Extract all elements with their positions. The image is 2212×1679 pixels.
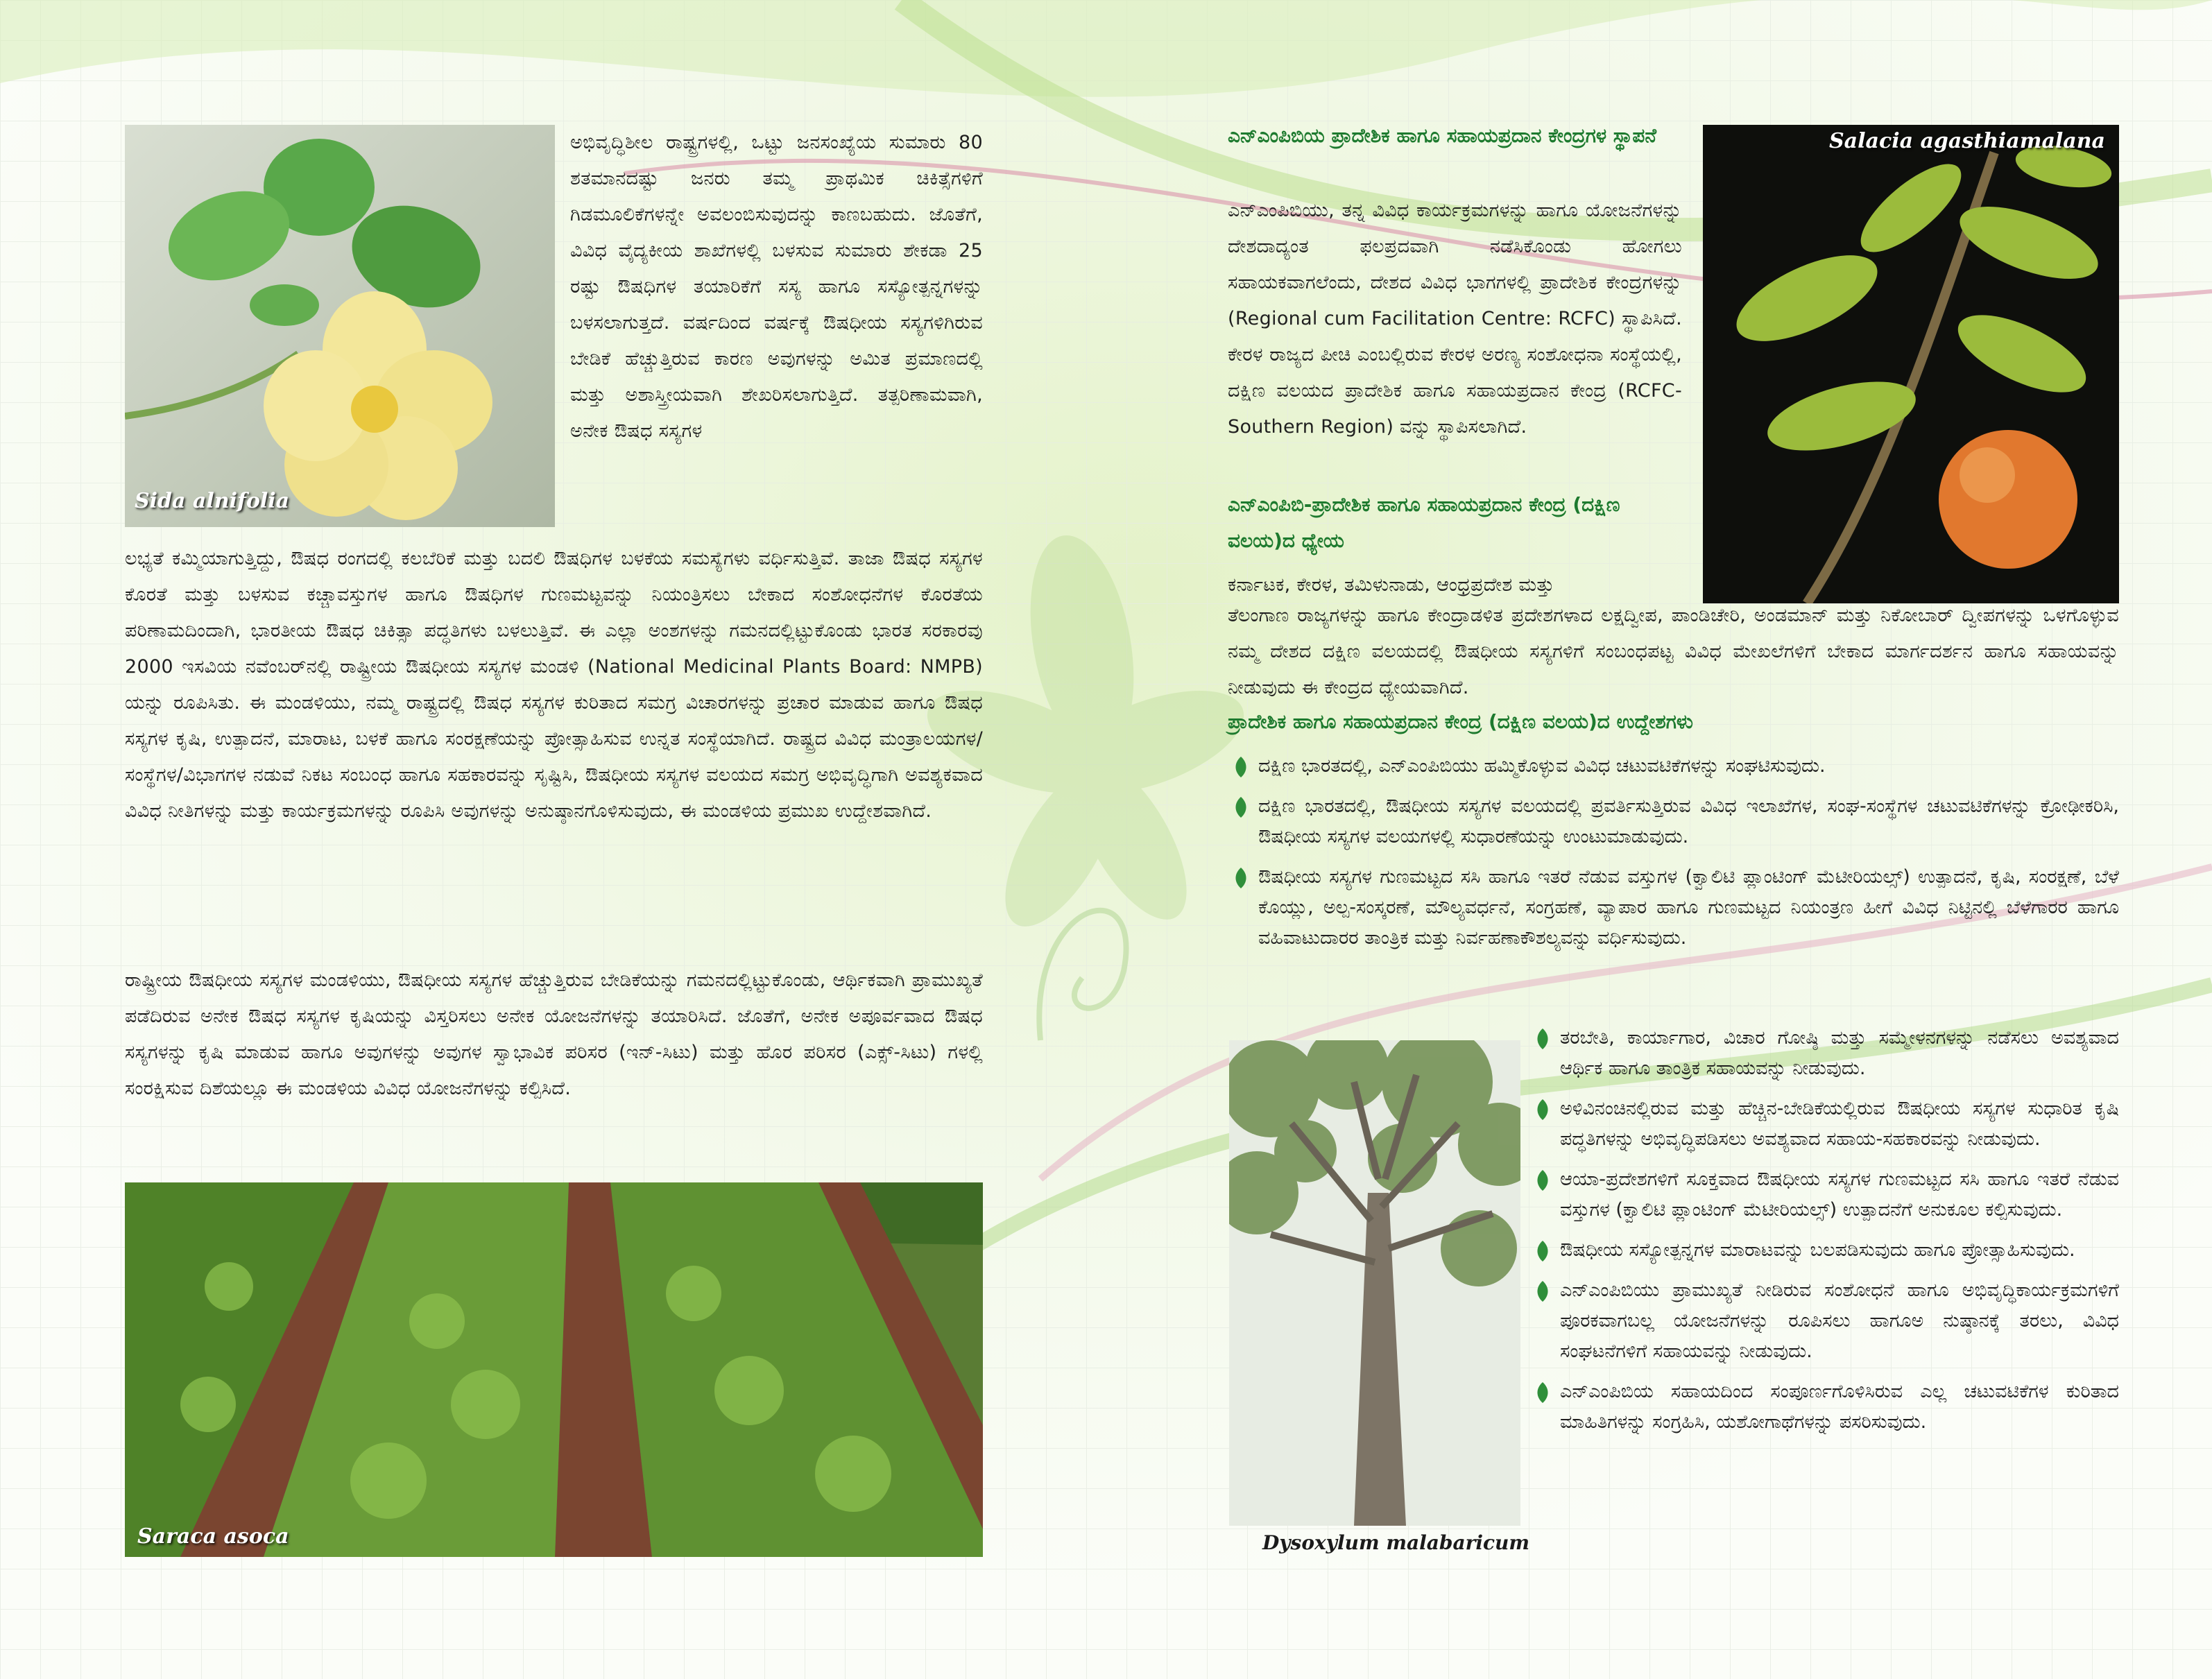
objective-text: ಎನ್‌ಎಂಪಿಬಿಯು ಪ್ರಾಮುಖ್ಯತೆ ನೀಡಿರುವ ಸಂಶೋಧನೆ ಹಾಗೂ ಅಭಿವೃದ್ಧಿಕಾರ್ಯಕ್ರಮಗಳಿಗೆ ಪೂರಕವಾಗಬಲ್ಲ ಯೋಜನೆಗಳನ್ನು ರೂಪಿಸಲು ಹಾಗೂಅ ನುಷ್ಠಾನಕ್ಕೆ ತರಲು, ವಿವಿಧ ಸಂಘಟನೆಗಳಿಗೆ ಸಹಾಯವನ್ನು ನೀಡುವುದು. <box>1560 1280 2119 1362</box>
leaf-bullet-icon <box>1235 757 1247 777</box>
leaf-bullet-icon <box>1536 1241 1549 1262</box>
list-item <box>1536 1377 2119 1438</box>
objective-text: ತರಬೇತಿ, ಕಾರ್ಯಾಗಾರ, ವಿಚಾರ ಗೋಷ್ಠಿ ಮತ್ತು ಸಮ್ಮೇಳನಗಳನ್ನು ನಡೆಸಲು ಅವಶ್ಯವಾದ ಆರ್ಥಿಕ ಹಾಗೂ ತಾಂತ್ರಿಕ ಸಹಾಯವನ್ನು ನೀಡುವುದು. <box>1560 1027 2119 1079</box>
objective-text: ದಕ್ಷಿಣ ಭಾರತದಲ್ಲಿ, ಔಷಧೀಯ ಸಸ್ಯಗಳ ವಲಯದಲ್ಲಿ ಪ್ರವರ್ತಿಸುತ್ತಿರುವ ವಿವಿಧ ಇಲಾಖೆಗಳ, ಸಂಘ-ಸಂಸ್ಥೆಗಳ ಚಟುವಟಿಕೆಗಳನ್ನು ಕ್ರೋಢೀಕರಿಸಿ, ಔಷಧೀಯ ಸಸ್ಯಗಳ ವಲಯಗಳಲ್ಲಿ ಸುಧಾರಣೆಯನ್ನು ಉಂಟುಮಾಡುವುದು. <box>1258 795 2119 847</box>
heading-mission: ಎನ್‌ಎಂಪಿಬಿ-ಪ್ರಾದೇಶಿಕ ಹಾಗೂ ಸಹಾಯಪ್ರದಾನ ಕೇಂದ್ರ (ದಕ್ಷಿಣ ವಲಯ)ದ ಧ್ಯೇಯ <box>1228 493 1620 552</box>
heading-objectives: ಪ್ರಾದೇಶಿಕ ಹಾಗೂ ಸಹಾಯಪ್ರದಾನ ಕೇಂದ್ರ (ದಕ್ಷಿಣ ವಲಯ)ದ ಉದ್ದೇಶಗಳು <box>1228 710 1693 733</box>
list-item <box>1536 1275 2119 1367</box>
list-item <box>1536 1235 2119 1266</box>
left-paragraph-1: ಲಭ್ಯತೆ ಕಮ್ಮಿಯಾಗುತ್ತಿದ್ದು, ಔಷಧ ರಂಗದಲ್ಲಿ ಕಲಬೆರಿಕೆ ಮತ್ತು ಬದಲಿ ಔಷಧಿಗಳ ಬಳಕೆಯ ಸಮಸ್ಯೆಗಳು ವರ್ಧಿಸುತ್ತಿವೆ. ತಾಜಾ ಔಷಧ ಸಸ್ಯಗಳ ಕೊರತೆ ಮತ್ತು ಬಳಸುವ ಕಚ್ಚಾವಸ್ತುಗಳ ಹಾಗೂ ಔಷಧಿಗಳ ಗುಣಮಟ್ಟವನ್ನು ನಿಯಂತ್ರಿಸಲು ಬೇಕಾದ ಸಂಶೋಧನೆಗಳ ಕೊರತೆಯ ಪರಿಣಾಮದಿಂದಾಗಿ, ಭಾರತೀಯ ಔಷಧ ಚಿಕಿತ್ಸಾ ಪದ್ಧತಿಗಳು ಬಳಲುತ್ತಿವೆ. ಈ ಎಲ್ಲಾ ಅಂಶಗಳನ್ನು ಗಮನದಲ್ಲಿಟ್ಟುಕೊಂಡು ಭಾರತ ಸರಕಾರವು 2000 ಇಸವಿಯ ನವೆಂಬರ್‌ನಲ್ಲಿ ರಾಷ್ಟ್ರೀಯ ಔಷಧೀಯ ಸಸ್ಯಗಳ ಮಂಡಳಿ (National Medicinal Plants Board: NMPB) ಯನ್ನು ರೂಪಿಸಿತು. ಈ ಮಂಡಳಿಯು, ನಮ್ಮ ರಾಷ್ಟ್ರದಲ್ಲಿ ಔಷಧ ಸಸ್ಯಗಳ ಕುರಿತಾದ ಸಮಗ್ರ ವಿಚಾರಗಳನ್ನು ಪ್ರಚಾರ ಮಾಡುವ ಹಾಗೂ ಔಷಧ ಸಸ್ಯಗಳ ಕೃಷಿ, ಉತ್ಪಾದನೆ, ಮಾರಾಟ, ಬಳಕೆ ಹಾಗೂ ಸಂರಕ್ಷಣೆಯನ್ನು ಪ್ರೋತ್ಸಾಹಿಸುವ ಉನ್ನತ ಸಂಸ್ಥೆಯಾಗಿದೆ. ರಾಷ್ಟ್ರದ ವಿವಿಧ ಮಂತ್ರಾಲಯಗಳ/ಸಂಸ್ಥೆಗಳ/ವಿಭಾಗಗಳ ನಡುವೆ ನಿಕಟ ಸಂಬಂಧ ಹಾಗೂ ಸಹಕಾರವನ್ನು ಸೃಷ್ಟಿಸಿ, ಔಷಧೀಯ ಸಸ್ಯಗಳ ವಲಯದ ಸಮಗ್ರ ಅಭಿವೃದ್ಧಿಗಾಗಿ ಅವಶ್ಯಕವಾದ ವಿವಿಧ ನೀತಿಗಳನ್ನು ಮತ್ತು ಕಾರ್ಯಕ್ರಮಗಳನ್ನು ರೂಪಿಸಿ ಅವುಗಳನ್ನು ಅನುಷ್ಠಾನಗೊಳಿಸುವುದು, ಈ ಮಂಡಳಿಯ ಪ್ರಮುಖ ಉದ್ದೇಶವಾಗಿದೆ. <box>125 548 984 822</box>
list-item <box>1235 862 2119 954</box>
objective-text: ಆಯಾ-ಪ್ರದೇಶಗಳಿಗೆ ಸೂಕ್ತವಾದ ಔಷಧೀಯ ಸಸ್ಯಗಳ ಗುಣಮಟ್ಟದ ಸಸಿ ಹಾಗೂ ಇತರೆ ನೆಡುವ ವಸ್ತುಗಳ (ಕ್ವಾಲಿಟಿ ಪ್ಲಾಂಟಿಂಗ್ ಮೆಟೀರಿಯಲ್ಸ್) ಉತ್ಪಾದನೆಗೆ ಅನುಕೂಲ ಕಲ್ಪಿಸುವುದು. <box>1560 1169 2119 1221</box>
flower-photo-icon <box>125 125 555 527</box>
leaf-bullet-icon <box>1536 1028 1549 1049</box>
objective-text: ಎನ್‌ಎಂಪಿಬಿಯ ಸಹಾಯದಿಂದ ಸಂಪೂರ್ಣಗೊಳಿಸಿರುವ ಎಲ್ಲ ಚಟುವಟಿಕೆಗಳ ಕುರಿತಾದ ಮಾಹಿತಿಗಳನ್ನು ಸಂಗ್ರಹಿಸಿ, ಯಶೋಗಾಥೆಗಳನ್ನು ಪಸರಿಸುವುದು. <box>1560 1381 2119 1433</box>
objective-text: ದಕ್ಷಿಣ ಭಾರತದಲ್ಲಿ, ಎನ್‌ಎಂಪಿಬಿಯು ಹಮ್ಮಿಕೊಳ್ಳುವ ವಿವಿಧ ಚಟುವಟಿಕೆಗಳನ್ನು ಸಂಘಟಿಸುವುದು. <box>1258 755 1826 777</box>
leaf-bullet-icon <box>1536 1281 1549 1302</box>
list-item <box>1536 1023 2119 1084</box>
mission-paragraph-start: ಕರ್ನಾಟಕ, ಕೇರಳ, ತಮಿಳುನಾಡು, ಆಂಧ್ರಪ್ರದೇಶ ಮತ್ತು <box>1228 574 1554 596</box>
saraca-photo <box>125 1182 983 1557</box>
salacia-caption: Salacia agasthiamalana <box>1829 129 2105 153</box>
fruit-branch-photo-icon <box>1703 125 2119 603</box>
mission-paragraph: ತೆಲಂಗಾಣ ರಾಜ್ಯಗಳನ್ನು ಹಾಗೂ ಕೇಂದ್ರಾಡಳಿತ ಪ್ರದೇಶಗಳಾದ ಲಕ್ಷದ್ವೀಪ, ಪಾಂಡಿಚೇರಿ, ಅಂಡಮಾನ್ ಮತ್ತು ನಿಕೋಬಾರ್ ದ್ವೀಪಗಳನ್ನು ಒಳಗೊಳ್ಳುವ ನಮ್ಮ ದೇಶದ ದಕ್ಷಿಣ ವಲಯದಲ್ಲಿ ಔಷಧೀಯ ಸಸ್ಯಗಳಿಗೆ ಸಂಬಂಧಪಟ್ಟ ವಿವಿಧ ಮೇಖಲೆಗಳಿಗೆ ಬೇಕಾದ ಮಾರ್ಗದರ್ಶನ ಹಾಗೂ ಸಹಾಯವನ್ನು ನೀಡುವುದು ಈ ಕೇಂದ್ರದ ಧ್ಯೇಯವಾಗಿದೆ. <box>1228 605 2119 698</box>
leaf-bullet-icon <box>1235 868 1247 888</box>
heading-rcfc-establishment: ಎನ್‌ಎಂಪಿಬಿಯ ಪ್ರಾದೇಶಿಕ ಹಾಗೂ ಸಹಾಯಪ್ರದಾನ ಕೇಂದ್ರಗಳ ಸ್ಥಾಪನೆ <box>1228 124 1657 147</box>
nursery-rows-photo-icon <box>125 1182 983 1557</box>
leaf-bullet-icon <box>1536 1382 1549 1403</box>
tall-tree-photo-icon <box>1229 1040 1520 1526</box>
intro-paragraph: ಅಭಿವೃದ್ಧಿಶೀಲ ರಾಷ್ಟ್ರಗಳಲ್ಲಿ, ಒಟ್ಟು ಜನಸಂಖ್ಯೆಯ ಸುಮಾರು 80 ಶತಮಾನದಷ್ಟು ಜನರು ತಮ್ಮ ಪ್ರಾಥಮಿಕ ಚಿಕಿತ್ಸೆಗಳಿಗೆ ಗಿಡಮೂಲಿಕೆಗಳನ್ನೇ ಅವಲಂಬಿಸುವುದನ್ನು ಕಾಣಬಹುದು. ಜೊತೆಗೆ, ವಿವಿಧ ವೈದ್ಯಕೀಯ ಶಾಖೆಗಳಲ್ಲಿ ಬಳಸುವ ಸುಮಾರು ಶೇಕಡಾ 25 ರಷ್ಟು ಔಷಧಿಗಳ ತಯಾರಿಕೆಗೆ ಸಸ್ಯ ಹಾಗೂ ಸಸ್ಯೋತ್ಪನ್ನಗಳನ್ನು ಬಳಸಲಾಗುತ್ತದೆ. ವರ್ಷದಿಂದ ವರ್ಷಕ್ಕೆ ಔಷಧೀಯ ಸಸ್ಯಗಳಿಗಿರುವ ಬೇಡಿಕೆ ಹೆಚ್ಚುತ್ತಿರುವ ಕಾರಣ ಅವುಗಳನ್ನು ಅಮಿತ ಪ್ರಮಾಣದಲ್ಲಿ ಮತ್ತು ಅಶಾಸ್ತ್ರೀಯವಾಗಿ ಶೇಖರಿಸಲಾಗುತ್ತಿದೆ. ತತ್ಪರಿಣಾಮವಾಗಿ, ಅನೇಕ ಔಷಧ ಸಸ್ಯಗಳ <box>570 132 983 442</box>
list-item <box>1536 1094 2119 1155</box>
leaf-bullet-icon <box>1235 797 1247 818</box>
objectives-list-top <box>1235 751 2119 963</box>
dysoxylum-caption: Dysoxylum malabaricum <box>1262 1531 1530 1554</box>
objective-text: ಅಳಿವಿನಂಚಿನಲ್ಲಿರುವ ಮತ್ತು ಹೆಚ್ಚಿನ-ಬೇಡಿಕೆಯಲ್ಲಿರುವ ಔಷಧೀಯ ಸಸ್ಯಗಳ ಸುಧಾರಿತ ಕೃಷಿ ಪದ್ಧತಿಗಳನ್ನು ಅಭಿವೃದ್ಧಿಪಡಿಸಲು ಅವಶ್ಯವಾದ ಸಹಾಯ-ಸಹಕಾರವನ್ನು ನೀಡುವುದು. <box>1560 1098 2119 1150</box>
objectives-list-bottom <box>1536 1023 2119 1447</box>
dysoxylum-photo <box>1229 1040 1520 1526</box>
list-item <box>1235 791 2119 852</box>
sida-caption: Sida alnifolia <box>135 489 290 513</box>
rcfc-paragraph: ಎನ್‌ಎಂಪಿಬಿಯು, ತನ್ನ ವಿವಿಧ ಕಾರ್ಯಕ್ರಮಗಳನ್ನು ಹಾಗೂ ಯೋಜನೆಗಳನ್ನು ದೇಶದಾದ್ಯಂತ ಫಲಪ್ರದವಾಗಿ ನಡೆಸಿಕೊಂಡು ಹೋಗಲು ಸಹಾಯಕವಾಗಲೆಂದು, ದೇಶದ ವಿವಿಧ ಭಾಗಗಳಲ್ಲಿ ಪ್ರಾದೇಶಿಕ ಕೇಂದ್ರಗಳನ್ನು (Regional cum Facilitation Centre: RCFC) ಸ್ಥಾಪಿಸಿದೆ. ಕೇರಳ ರಾಜ್ಯದ ಪೀಚಿ ಎಂಬಲ್ಲಿರುವ ಕೇರಳ ಅರಣ್ಯ ಸಂಶೋಧನಾ ಸಂಸ್ಥೆಯಲ್ಲಿ, ದಕ್ಷಿಣ ವಲಯದ ಪ್ರಾದೇಶಿಕ ಹಾಗೂ ಸಹಾಯಪ್ರದಾನ ಕೇಂದ್ರ (RCFC-Southern Region) ವನ್ನು ಸ್ಥಾಪಿಸಲಾಗಿದೆ. <box>1228 200 1682 438</box>
list-item <box>1235 751 2119 782</box>
saraca-caption: Saraca asoca <box>137 1524 289 1549</box>
sida-photo <box>125 125 555 527</box>
salacia-photo <box>1703 125 2119 603</box>
objective-text: ಔಷಧೀಯ ಸಸ್ಯಗಳ ಗುಣಮಟ್ಟದ ಸಸಿ ಹಾಗೂ ಇತರೆ ನೆಡುವ ವಸ್ತುಗಳ (ಕ್ವಾಲಿಟಿ ಪ್ಲಾಂಟಿಂಗ್ ಮೆಟೀರಿಯಲ್ಸ್) ಉತ್ಪಾದನೆ, ಕೃಷಿ, ಸಂರಕ್ಷಣೆ, ಬೆಳೆ ಕೊಯ್ಲು, ಅಲ್ಪ-ಸಂಸ್ಕರಣೆ, ಮೌಲ್ಯವರ್ಧನೆ, ಸಂಗ್ರಹಣೆ, ವ್ಯಾಪಾರ ಹಾಗೂ ಗುಣಮಟ್ಟದ ನಿಯಂತ್ರಣ ಹೀಗೆ ವಿವಿಧ ನಿಟ್ಟಿನಲ್ಲಿ ಬೆಳೆಗಾರರ ಹಾಗೂ ವಹಿವಾಟುದಾರರ ತಾಂತ್ರಿಕ ಮತ್ತು ನಿರ್ವಹಣಾಕೌಶಲ್ಯವನ್ನು ವರ್ಧಿಸುವುದು. <box>1258 866 2119 949</box>
list-item <box>1536 1164 2119 1225</box>
leaf-bullet-icon <box>1536 1099 1549 1120</box>
leaf-bullet-icon <box>1536 1170 1549 1191</box>
left-paragraph-2: ರಾಷ್ಟ್ರೀಯ ಔಷಧೀಯ ಸಸ್ಯಗಳ ಮಂಡಳಿಯು, ಔಷಧೀಯ ಸಸ್ಯಗಳ ಹೆಚ್ಚುತ್ತಿರುವ ಬೇಡಿಕೆಯನ್ನು ಗಮನದಲ್ಲಿಟ್ಟುಕೊಂಡು, ಆರ್ಥಿಕವಾಗಿ ಪ್ರಾಮುಖ್ಯತೆ ಪಡೆದಿರುವ ಅನೇಕ ಔಷಧ ಸಸ್ಯಗಳ ಕೃಷಿಯನ್ನು ವಿಸ್ತರಿಸಲು ಅನೇಕ ಯೋಜನೆಗಳನ್ನು ತಯಾರಿಸಿದೆ. ಜೊತೆಗೆ, ಅನೇಕ ಅಪೂರ್ವವಾದ ಔಷಧ ಸಸ್ಯಗಳನ್ನು ಕೃಷಿ ಮಾಡುವ ಹಾಗೂ ಅವುಗಳನ್ನು ಅವುಗಳ ಸ್ವಾಭಾವಿಕ ಪರಿಸರ (ಇನ್-ಸಿಟು) ಮತ್ತು ಹೊರ ಪರಿಸರ (ಎಕ್ಸ್-ಸಿಟು) ಗಳಲ್ಲಿ ಸಂರಕ್ಷಿಸುವ ದಿಶೆಯಲ್ಲೂ ಈ ಮಂಡಳಿಯ ವಿವಿಧ ಯೋಜನೆಗಳನ್ನು ಕಲ್ಪಿಸಿದೆ. <box>125 970 983 1099</box>
objective-text: ಔಷಧೀಯ ಸಸ್ಯೋತ್ಪನ್ನಗಳ ಮಾರಾಟವನ್ನು ಬಲಪಡಿಸುವುದು ಹಾಗೂ ಪ್ರೋತ್ಸಾಹಿಸುವುದು. <box>1560 1239 2075 1261</box>
